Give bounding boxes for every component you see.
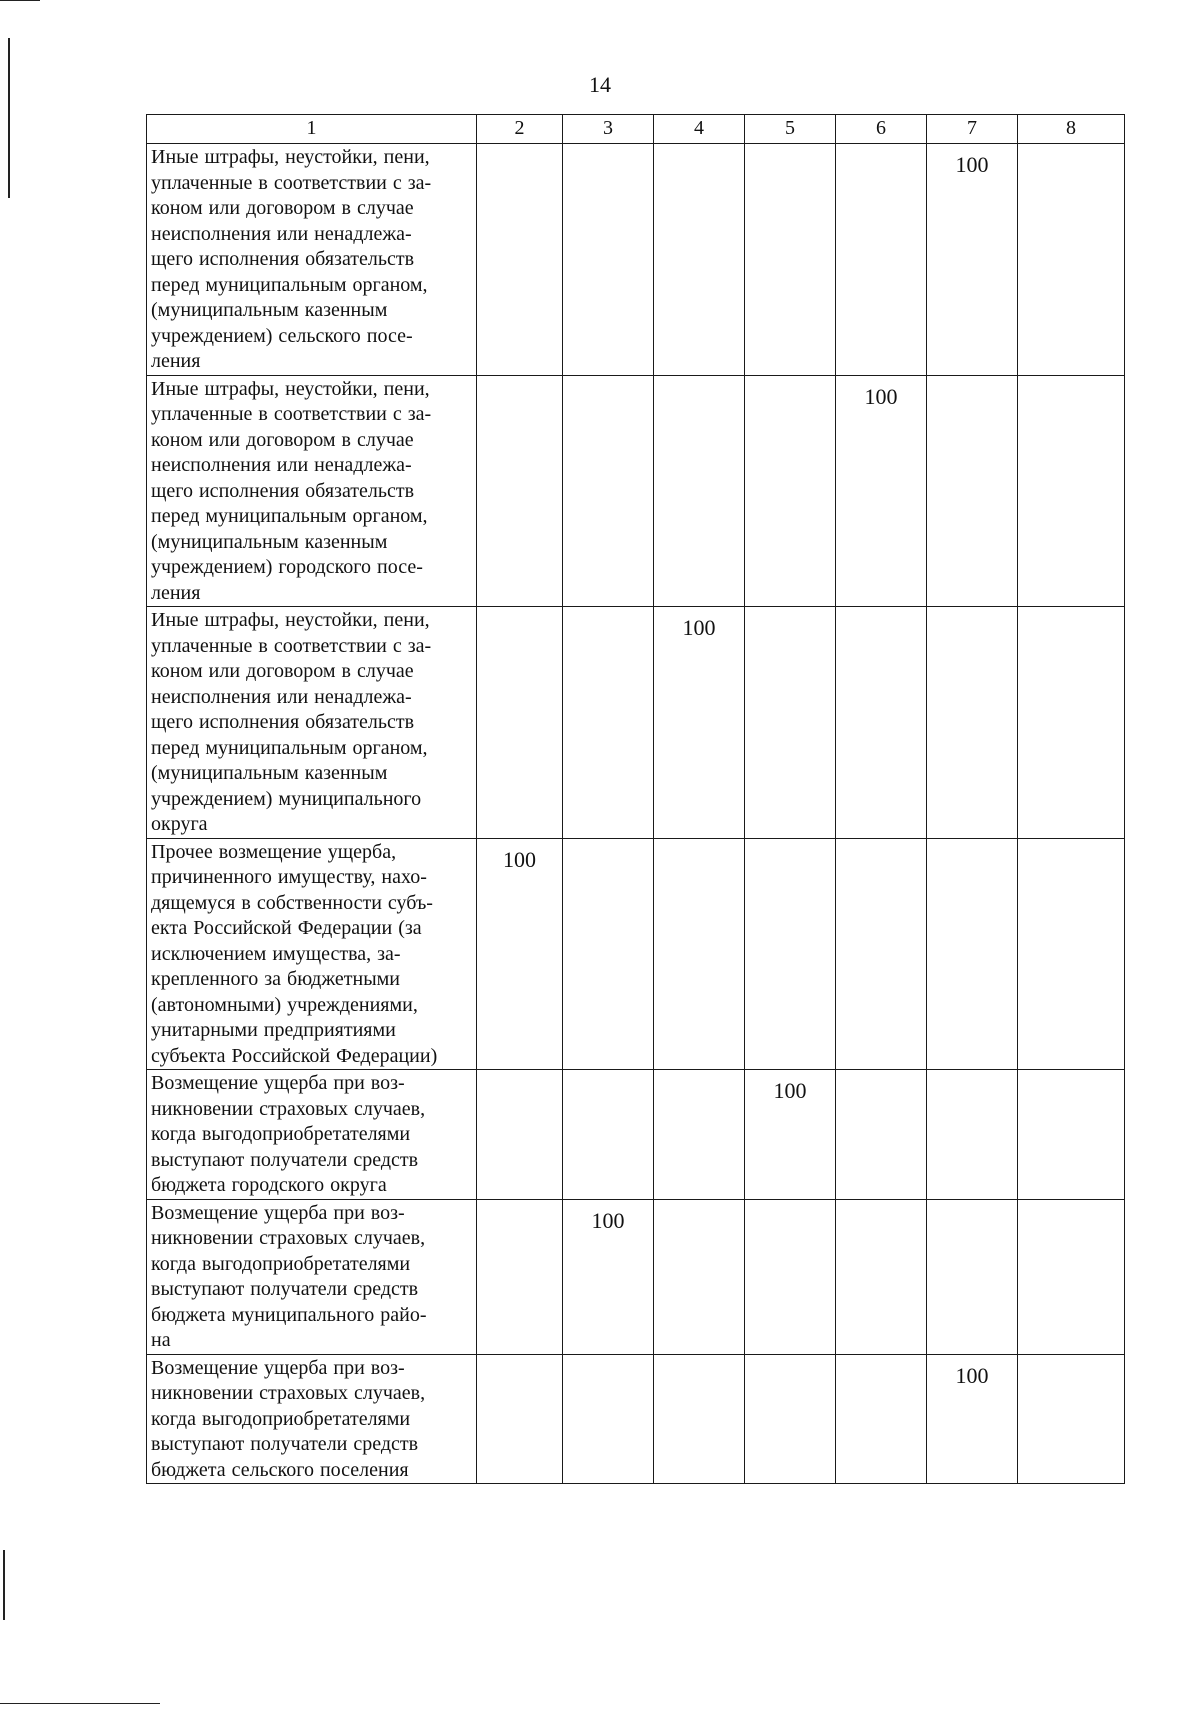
description-line: коном или договором в случае bbox=[151, 428, 414, 451]
description-line: коном или договором в случае bbox=[151, 197, 414, 219]
percent-cell-col-4 bbox=[654, 1199, 745, 1354]
column-header: 2 bbox=[477, 115, 563, 144]
percent-cell-col-3 bbox=[563, 1070, 654, 1200]
percent-cell-col-3 bbox=[563, 144, 654, 376]
scan-edge-left-lower bbox=[3, 1550, 5, 1620]
description-line: Иные штрафы, неустойки, пени, bbox=[151, 609, 430, 631]
percent-cell-col-5 bbox=[745, 375, 836, 607]
percent-cell-col-3 bbox=[563, 375, 654, 607]
percent-cell-col-6 bbox=[836, 1354, 927, 1484]
column-header: 6 bbox=[836, 115, 927, 144]
description-line: Иные штрафы, неустойки, пени, bbox=[151, 377, 430, 400]
percent-cell-col-3: 100 bbox=[563, 1199, 654, 1354]
percent-cell-col-8 bbox=[1018, 607, 1125, 839]
description-line: Прочее возмещение ущерба, bbox=[151, 840, 397, 863]
percent-cell-col-2: 100 bbox=[477, 838, 563, 1070]
description-line: крепленного за бюджетными bbox=[151, 968, 400, 990]
description-line: Иные штрафы, неустойки, пени, bbox=[151, 146, 430, 168]
percent-cell-col-6 bbox=[836, 1199, 927, 1354]
description-line: исключением имущества, за- bbox=[151, 942, 401, 965]
percent-cell-col-4 bbox=[654, 1354, 745, 1484]
description-line: никновении страховых случаев, bbox=[151, 1227, 426, 1249]
percent-cell-col-7 bbox=[927, 375, 1018, 607]
description-line: дящемуся в собственности субъ- bbox=[151, 891, 433, 914]
percent-cell-col-5 bbox=[745, 1354, 836, 1484]
revenue-description-cell bbox=[147, 1354, 477, 1484]
description-line: на bbox=[151, 1329, 171, 1351]
percent-cell-col-3 bbox=[563, 1354, 654, 1484]
description-line: екта Российской Федерации (за bbox=[151, 917, 422, 939]
percent-cell-col-5 bbox=[745, 838, 836, 1070]
percent-cell-col-7: 100 bbox=[927, 1354, 1018, 1484]
description-line: причиненного имуществу, нахо- bbox=[151, 866, 427, 888]
table-row bbox=[147, 1354, 1125, 1484]
percent-cell-col-8 bbox=[1018, 375, 1125, 607]
percent-cell-col-8 bbox=[1018, 1354, 1125, 1484]
description-line: унитарными предприятиями bbox=[151, 1019, 396, 1041]
percent-cell-col-4 bbox=[654, 375, 745, 607]
revenue-description-cell bbox=[147, 1199, 477, 1354]
percent-cell-col-5: 100 bbox=[745, 1070, 836, 1200]
percent-cell-col-6 bbox=[836, 607, 927, 839]
column-header: 3 bbox=[563, 115, 654, 144]
description-line: (автономными) учреждениями, bbox=[151, 993, 418, 1016]
percent-cell-col-5 bbox=[745, 1199, 836, 1354]
percent-cell-col-7 bbox=[927, 838, 1018, 1070]
description-line: никновении страховых случаев, bbox=[151, 1382, 426, 1404]
percent-cell-col-5 bbox=[745, 607, 836, 839]
percent-cell-col-2 bbox=[477, 144, 563, 376]
revenue-description-cell bbox=[147, 1070, 477, 1200]
description-line: неисполнения или ненадлежа- bbox=[151, 454, 412, 476]
description-line: уплаченные в соответствии с за- bbox=[151, 403, 432, 425]
description-line: ления bbox=[151, 350, 201, 372]
description-line: щего исполнения обязательств bbox=[151, 479, 415, 502]
percent-cell-col-5 bbox=[745, 144, 836, 376]
table-row bbox=[147, 375, 1125, 607]
scan-edge-top bbox=[0, 0, 40, 1]
percent-cell-col-6 bbox=[836, 144, 927, 376]
description-line: бюджета городского округа bbox=[151, 1174, 387, 1196]
description-line: неисполнения или ненадлежа- bbox=[151, 222, 412, 245]
table-row bbox=[147, 607, 1125, 839]
description-line: учреждением) городского посе- bbox=[151, 556, 423, 578]
percent-cell-col-7 bbox=[927, 607, 1018, 839]
page-number: 14 bbox=[589, 72, 611, 97]
description-line: Возмещение ущерба при воз- bbox=[151, 1072, 405, 1094]
description-line: субъекта Российской Федерации) bbox=[151, 1044, 438, 1067]
description-line: округа bbox=[151, 813, 208, 835]
description-line: перед муниципальным органом, bbox=[151, 505, 428, 527]
description-line: перед муниципальным органом, bbox=[151, 736, 428, 759]
table-row bbox=[147, 1070, 1125, 1200]
description-line: когда выгодоприобретателями bbox=[151, 1123, 411, 1145]
percent-cell-col-4: 100 bbox=[654, 607, 745, 839]
description-line: (муниципальным казенным bbox=[151, 530, 388, 553]
description-line: когда выгодоприобретателями bbox=[151, 1407, 411, 1430]
percent-cell-col-7 bbox=[927, 1199, 1018, 1354]
description-line: бюджета муниципального райо- bbox=[151, 1303, 427, 1326]
percent-cell-col-6 bbox=[836, 1070, 927, 1200]
percent-cell-col-6 bbox=[836, 838, 927, 1070]
column-header: 1 bbox=[147, 115, 477, 144]
percent-cell-col-8 bbox=[1018, 838, 1125, 1070]
description-line: щего исполнения обязательств bbox=[151, 248, 415, 270]
description-line: неисполнения или ненадлежа- bbox=[151, 685, 412, 708]
table-row bbox=[147, 144, 1125, 376]
percent-cell-col-3 bbox=[563, 838, 654, 1070]
revenue-description-cell bbox=[147, 375, 477, 607]
table-row bbox=[147, 838, 1125, 1070]
table-header-row bbox=[147, 115, 1125, 144]
percent-cell-col-2 bbox=[477, 1070, 563, 1200]
scan-edge-bottom bbox=[0, 1703, 160, 1704]
column-header: 7 bbox=[927, 115, 1018, 144]
description-line: Возмещение ущерба при воз- bbox=[151, 1201, 405, 1224]
percent-cell-col-3 bbox=[563, 607, 654, 839]
description-line: выступают получатели средств bbox=[151, 1278, 419, 1300]
description-line: Возмещение ущерба при воз- bbox=[151, 1356, 405, 1379]
description-line: коном или договором в случае bbox=[151, 660, 414, 682]
percent-cell-col-8 bbox=[1018, 144, 1125, 376]
description-line: (муниципальным казенным bbox=[151, 762, 388, 784]
revenue-description-cell bbox=[147, 838, 477, 1070]
percent-cell-col-2 bbox=[477, 375, 563, 607]
percent-cell-col-7: 100 bbox=[927, 144, 1018, 376]
description-line: выступают получатели средств bbox=[151, 1433, 419, 1455]
percent-cell-col-2 bbox=[477, 1354, 563, 1484]
revenue-description-cell bbox=[147, 144, 477, 376]
description-line: когда выгодоприобретателями bbox=[151, 1252, 411, 1275]
description-line: бюджета сельского поселения bbox=[151, 1458, 409, 1481]
description-line: (муниципальным казенным bbox=[151, 299, 388, 321]
description-line: учреждением) сельского посе- bbox=[151, 324, 413, 347]
description-line: никновении страховых случаев, bbox=[151, 1097, 426, 1120]
percent-cell-col-2 bbox=[477, 1199, 563, 1354]
description-line: перед муниципальным органом, bbox=[151, 273, 428, 296]
description-line: уплаченные в соответствии с за- bbox=[151, 634, 432, 657]
description-line: щего исполнения обязательств bbox=[151, 711, 415, 733]
percent-cell-col-4 bbox=[654, 1070, 745, 1200]
percent-cell-col-4 bbox=[654, 838, 745, 1070]
revenue-description-cell bbox=[147, 607, 477, 839]
income-distribution-table bbox=[146, 114, 1125, 1484]
description-line: выступают получатели средств bbox=[151, 1148, 419, 1171]
column-header: 8 bbox=[1018, 115, 1125, 144]
percent-cell-col-7 bbox=[927, 1070, 1018, 1200]
scan-edge-left bbox=[8, 38, 10, 198]
description-line: учреждением) муниципального bbox=[151, 787, 422, 810]
percent-cell-col-8 bbox=[1018, 1199, 1125, 1354]
percent-cell-col-4 bbox=[654, 144, 745, 376]
percent-cell-col-6: 100 bbox=[836, 375, 927, 607]
column-header: 4 bbox=[654, 115, 745, 144]
description-line: ления bbox=[151, 581, 201, 604]
percent-cell-col-8 bbox=[1018, 1070, 1125, 1200]
table-row bbox=[147, 1199, 1125, 1354]
column-header: 5 bbox=[745, 115, 836, 144]
description-line: уплаченные в соответствии с за- bbox=[151, 171, 432, 194]
percent-cell-col-2 bbox=[477, 607, 563, 839]
